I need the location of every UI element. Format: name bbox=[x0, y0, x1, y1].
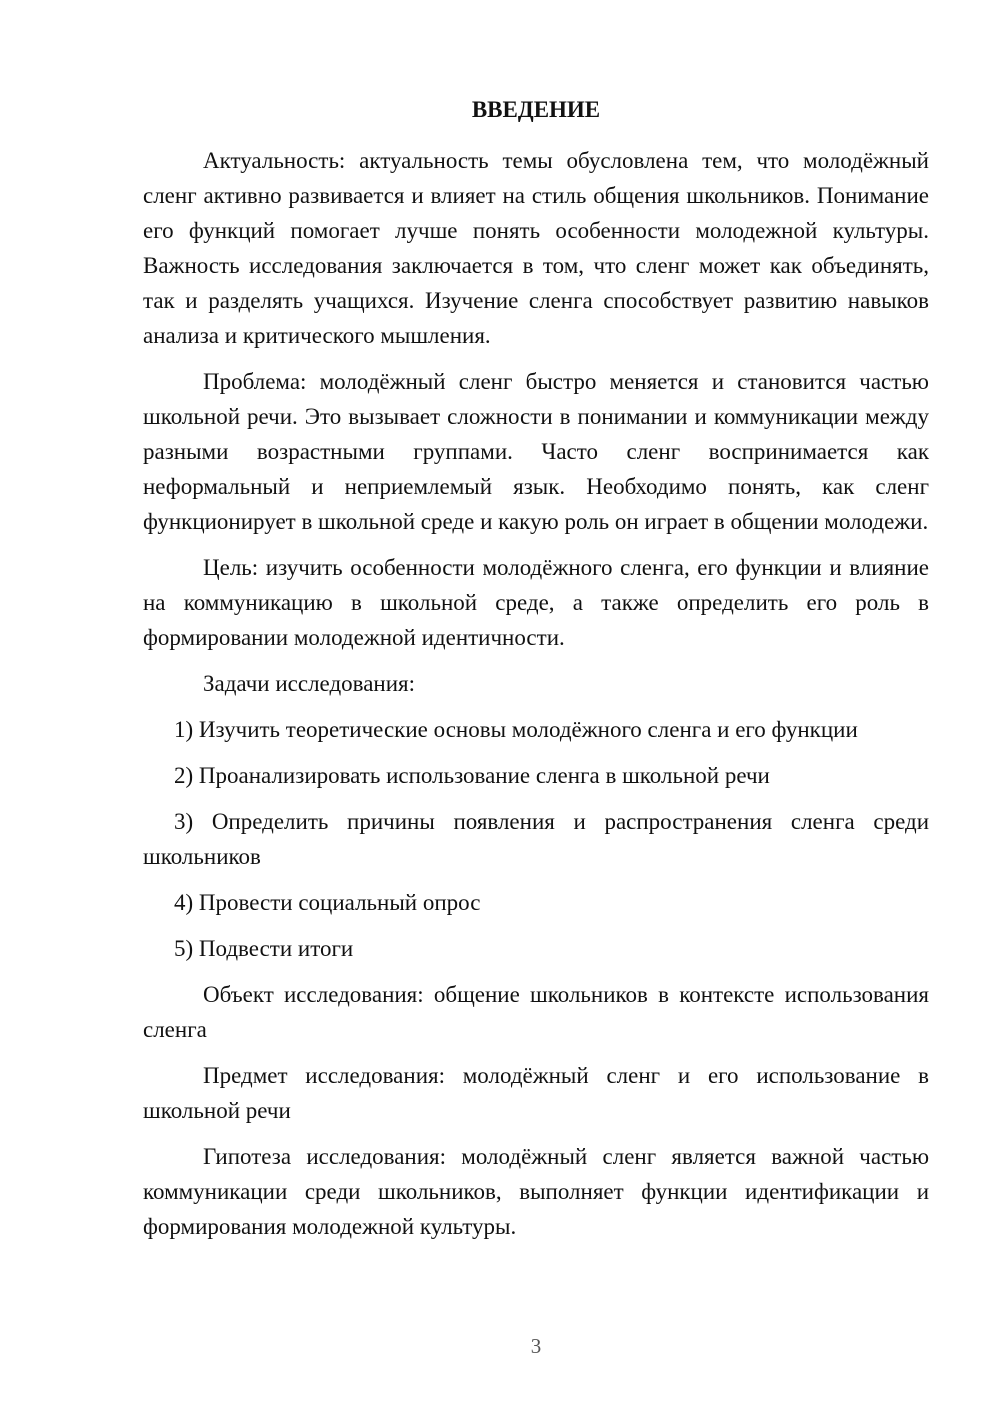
relevance-paragraph: Актуальность: актуальность темы обусловлена тем, что молодёжный сленг активно развивается и влияет на стиль общения школьников. Понимание его функций помогает лучше понять особенности молодежной культуры. Важность исследования заключается в том, что сленг может как объединять, так и разделять учащихся. Изучение сленга способствует развитию навыков анализа и критического мышления. bbox=[143, 148, 929, 348]
hypothesis-paragraph: Гипотеза исследования: молодёжный сленг является важной частью коммуникации среди школьников, выполняет функции идентификации и формирования молодежной культуры. bbox=[143, 1144, 929, 1239]
problem-paragraph: Проблема: молодёжный сленг быстро меняется и становится частью школьной речи. Это вызывает сложности в понимании и коммуникации между разными возрастными группами. Часто сленг воспринимается как неформальный и неприемлемый язык. Необходимо понять, как сленг функционирует в школьной среде и какую роль он играет в общении молодежи. bbox=[143, 369, 929, 534]
task-item-4: 4) Провести социальный опрос bbox=[174, 890, 481, 915]
task-item-5: 5) Подвести итоги bbox=[174, 936, 354, 961]
task-item-3: 3) Определить причины появления и распространения сленга среди школьников bbox=[143, 809, 929, 869]
document-body bbox=[143, 143, 929, 1255]
task-item-2: 2) Проанализировать использование сленга в школьной речи bbox=[174, 763, 770, 788]
tasks-heading: Задачи исследования: bbox=[203, 671, 416, 696]
object-paragraph: Объект исследования: общение школьников в контексте использования сленга bbox=[143, 982, 929, 1042]
page-number: 3 bbox=[530, 1334, 542, 1358]
goal-paragraph: Цель: изучить особенности молодёжного сленга, его функции и влияние на коммуникацию в школьной среде, а также определить его роль в формировании молодежной идентичности. bbox=[143, 555, 929, 650]
subject-paragraph: Предмет исследования: молодёжный сленг и его использование в школьной речи bbox=[143, 1063, 929, 1123]
task-item-1: 1) Изучить теоретические основы молодёжного сленга и его функции bbox=[174, 717, 858, 742]
page-heading: ВВЕДЕНИЕ bbox=[471, 97, 601, 122]
